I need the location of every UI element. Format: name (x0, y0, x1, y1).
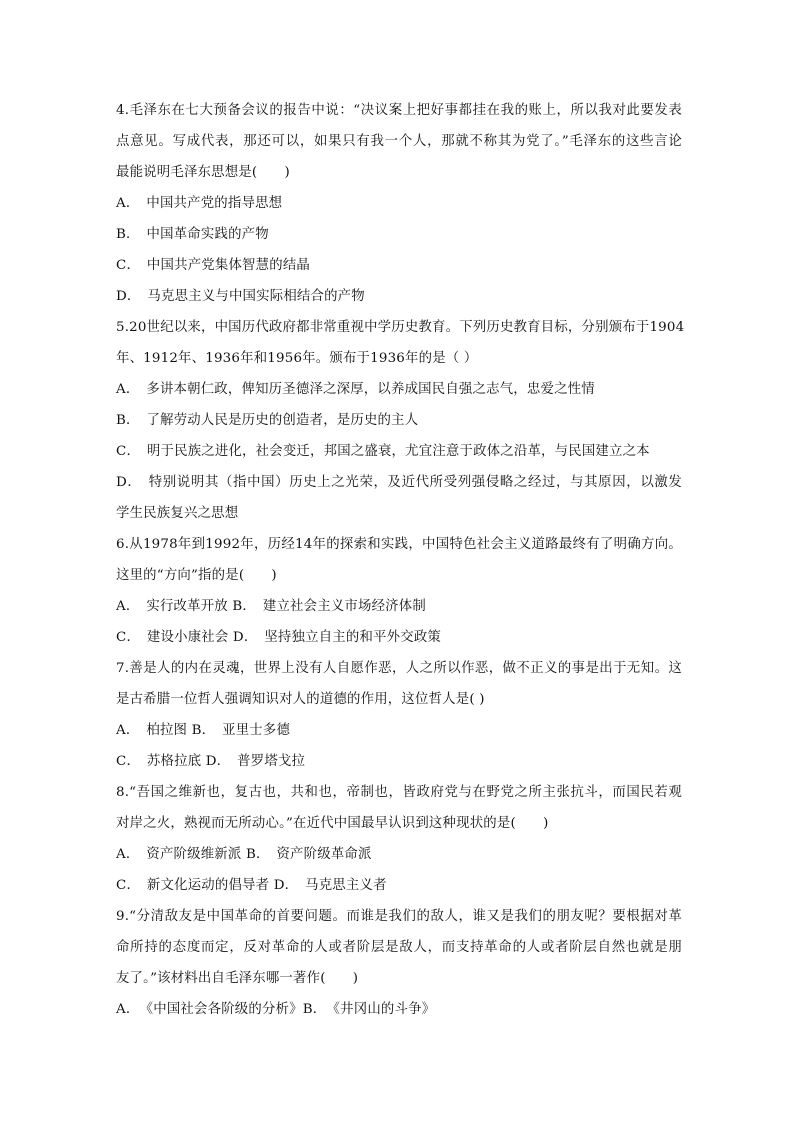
question-7-line-2: 是古希腊一位哲人强调知识对人的道德的作用，这位哲人是( ) (116, 692, 485, 707)
question-9-line-1: 9.“分清敌友是中国革命的首要问题。而谁是我们的敌人，谁又是我们的朋友呢？要根据对革 (116, 909, 682, 924)
question-7-options-ab: A． 柏拉图 B． 亚里士多德 (116, 723, 291, 738)
question-4-line-3: 最能说明毛泽东思想是( ) (116, 165, 290, 180)
question-5-option-d-cont: 学生民族复兴之思想 (116, 506, 239, 521)
question-7-line-1: 7.善是人的内在灵魂，世界上没有人自愿作恶，人之所以作恶，做不正义的事是出于无知。这 (116, 661, 682, 676)
question-6-line-1: 6.从1978年到1992年，历经14年的探索和实践，中国特色社会主义道路最终有了明确方向。 (116, 537, 682, 552)
question-6-line-2: 这里的“方向”指的是( ) (116, 568, 277, 583)
question-5-option-b: B． 了解劳动人民是历史的创造者，是历史的主人 (116, 413, 419, 428)
question-4-option-d: D． 马克思主义与中国实际相结合的产物 (116, 289, 365, 304)
question-6-options-ab: A． 实行改革开放 B． 建立社会主义市场经济体制 (116, 599, 426, 614)
question-8-line-2: 对岸之火，熟视而无所动心。”在近代中国最早认识到这种现状的是( ) (116, 816, 549, 831)
question-4-option-c: C． 中国共产党集体智慧的结晶 (116, 258, 311, 273)
question-9-line-3: 友了。”该材料出自毛泽东哪一著作( ) (116, 971, 359, 986)
question-9-options-ab: A． 《中国社会各阶级的分析》B． 《井冈山的斗争》 (116, 1002, 436, 1017)
question-4-option-a: A． 中国共产党的指导思想 (116, 196, 283, 211)
question-6-options-cd: C． 建设小康社会 D． 坚持独立自主的和平外交政策 (116, 630, 442, 645)
question-4-line-2: 点意见。写成代表，那还可以，如果只有我一个人，那就不称其为党了。”毛泽东的这些言论 (116, 134, 682, 149)
question-5-option-a: A． 多讲本朝仁政，俾知历圣德泽之深厚，以养成国民自强之志气，忠爱之性情 (116, 382, 595, 397)
question-8-options-cd: C． 新文化运动的倡导者 D． 马克思主义者 (116, 878, 387, 893)
question-4-line-1: 4.毛泽东在七大预备会议的报告中说：“决议案上把好事都挂在我的账上，所以我对此要发表 (116, 103, 682, 118)
question-5-line-2: 年、1912年、1936年和1956年。颁布于1936年的是（ ） (116, 351, 478, 366)
question-5-option-c: C． 明于民族之进化，社会变迁，邦国之盛衰，尤宜注意于政体之沿革，与民国建立之本 (116, 444, 650, 459)
question-8-options-ab: A． 资产阶级维新派 B． 资产阶级革命派 (116, 847, 372, 862)
question-5-line-1: 5.20世纪以来，中国历代政府都非常重视中学历史教育。下列历史教育目标，分别颁布于1904 (116, 320, 685, 335)
question-9-line-2: 命所持的态度而定，反对革命的人或者阶层是敌人，而支持革命的人或者阶层自然也就是朋 (116, 940, 682, 955)
question-5-option-d: D． 特别说明其（指中国）历史上之光荣，及近代所受列强侵略之经过，与其原因，以激发 (116, 475, 682, 490)
question-8-line-1: 8.“吾国之维新也，复古也，共和也，帝制也，皆政府党与在野党之所主张抗斗，而国民若观 (116, 785, 682, 800)
question-4-option-b: B． 中国革命实践的产物 (116, 227, 269, 242)
question-7-options-cd: C． 苏格拉底 D． 普罗塔戈拉 (116, 754, 306, 769)
